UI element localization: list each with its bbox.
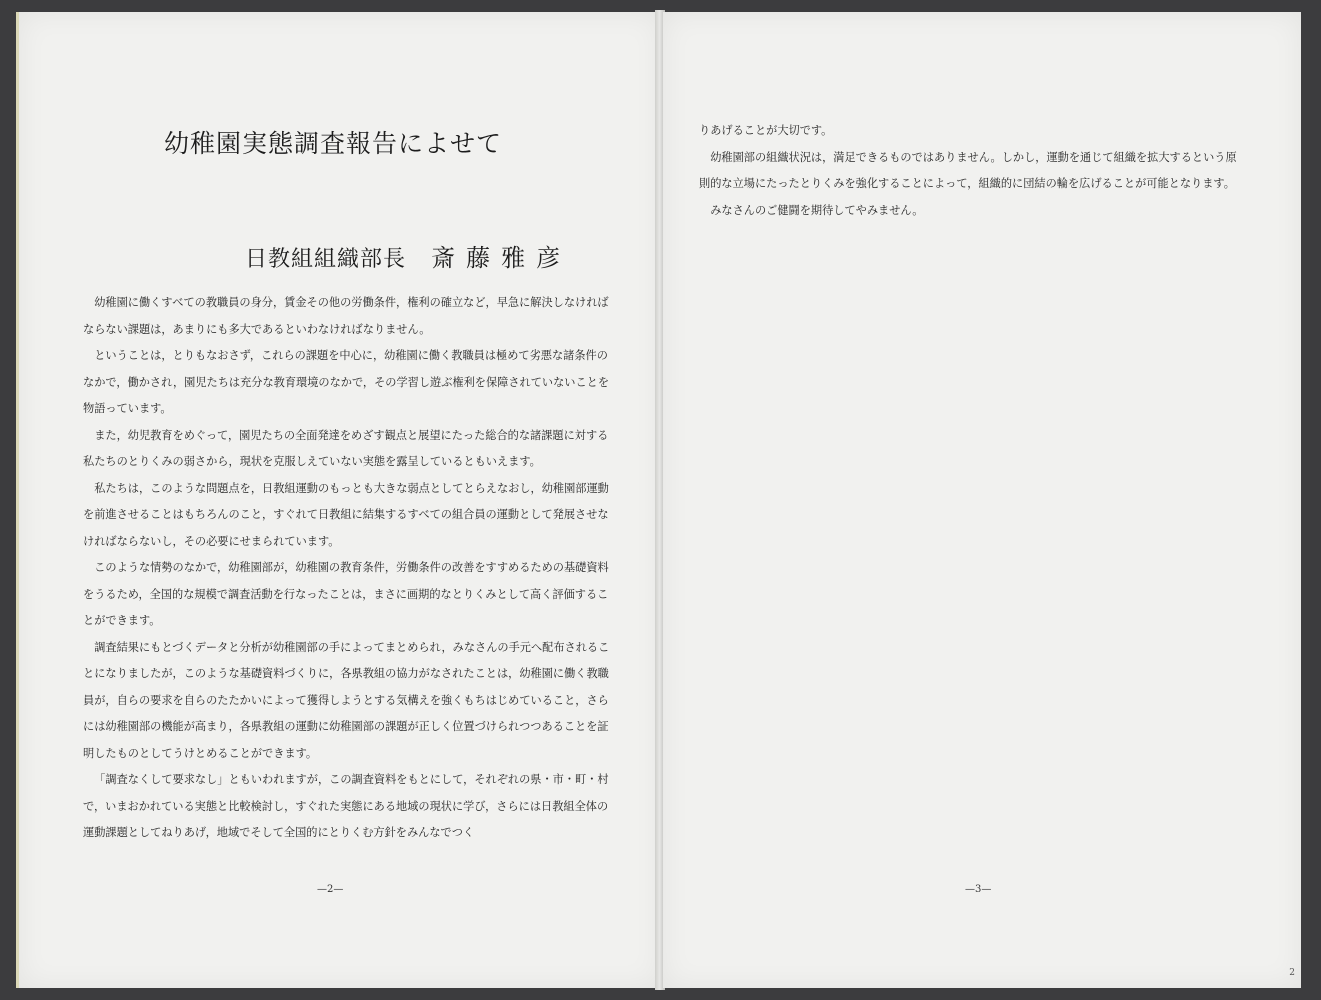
left-page: [16, 12, 661, 988]
right-page: [663, 12, 1301, 988]
page-number: —2—: [317, 884, 344, 895]
author-name: 斎藤雅彦: [431, 244, 572, 272]
paragraph: 調査結果にもとづくデータと分析が幼稚園部の手によってまとめられ，みなさんの手元へ配布されることになりましたが，このような基礎資料づくりに，各県教組の協力がなされたことは，幼稚園に働く教職員が，自らの要求を自らのたたかいによって獲得しようとする気構えを強くもちはじめていること，さらには幼稚園部の機能が高まり，各県教組の運動に幼稚園部の課題が正しく位置づけられつつあることを証明したものとしてうけとめることができます。: [83, 640, 610, 760]
paragraph: ということは，とりもなおさず，これらの課題を中心に，幼稚園に働く教職員は極めて劣悪な諸条件のなかで，働かされ，園児たちは充分な教育環境のなかで，その学習し遊ぶ権利を保障されていないことを物語っています。: [83, 349, 610, 415]
paragraph: また，幼児教育をめぐって，園児たちの全面発達をめざす観点と展望にたった総合的な諸課題に対する私たちのとりくみの弱さから，現状を克服しえていない実態を露呈しているともいえます。: [83, 428, 609, 468]
continuation-text: りあげることが大切です。: [699, 124, 833, 137]
paragraph: 幼稚園に働くすべての教職員の身分，賃金その他の労働条件，権利の確立など，早急に解決しなければならない課題は，あまりにも多大であるといわなければなりません。: [83, 296, 609, 336]
document-title: 幼稚園実態調査報告によせて: [164, 129, 503, 158]
paragraph: 私たちは，このような問題点を，日教組運動のもっとも大きな弱点としてとらえなおし，幼稚園部運動を前進させることはもちろんのこと，すぐれて日教組に結集するすべての組合員の運動として発展させなければならないし，その必要にせまられています。: [83, 481, 609, 548]
left-body-text: [83, 290, 613, 847]
paragraph: 幼稚園部の組織状況は，満足できるものではありません。しかし，運動を通じて組織を拡大するという原則的な立場にたったとりくみを強化することによって，組織的に団結の輪を広げることが可能となります。: [699, 150, 1237, 190]
author-line: [245, 238, 571, 273]
right-body-text: [699, 118, 1239, 224]
paragraph: 「調査なくして要求なし」ともいわれますが，この調査資料をもとにして，それぞれの県・市・町・村で，いまおかれている実態と比較検討し，すぐれた実態にある地域の現状に学び，さらには日教組全体の運動課題としてねりあげ，地域でそして全国的にとりくむ方針をみんなでつく: [83, 773, 609, 839]
paragraph: このような情勢のなかで，幼稚園部が，幼稚園の教育条件，労働条件の改善をすすめるための基礎資料をうるため，全国的な規模で調査活動を行なったことは，まさに画期的なとりくみとして高く評価することができます。: [83, 561, 609, 627]
author-organization: 日教組組織部長: [245, 247, 407, 272]
corner-mark: 2: [1289, 968, 1295, 978]
paragraph: みなさんのご健闘を期待してやみません。: [710, 203, 924, 217]
page-number: —3—: [965, 884, 992, 895]
